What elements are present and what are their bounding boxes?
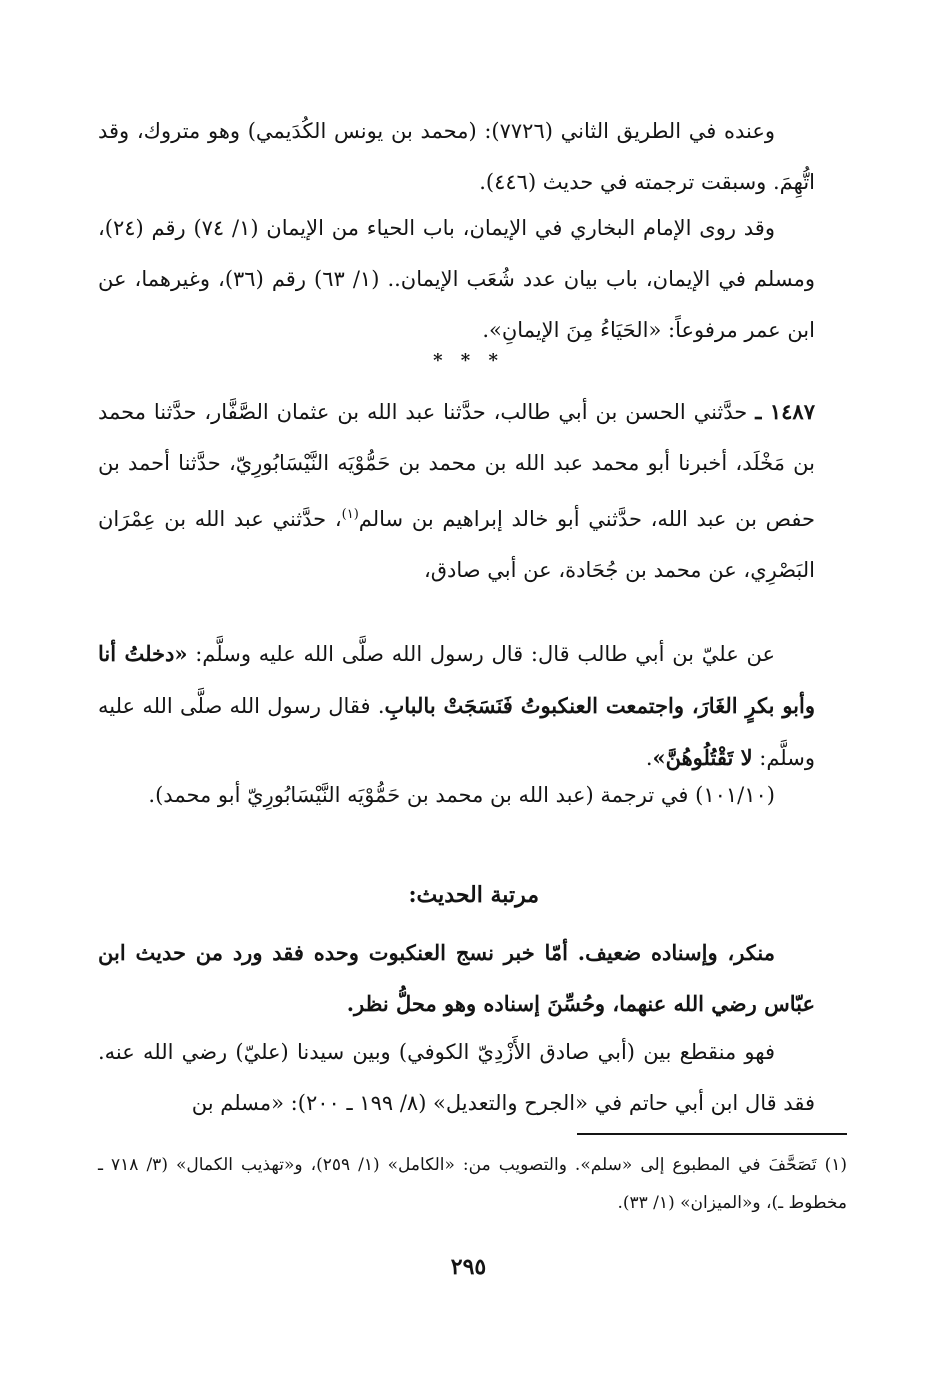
- paragraph-text: وقد روى الإمام البخاري في الإيمان، باب الحياء من الإيمان (١/ ٧٤) رقم (٢٤)، ومسلم في الإيمان، باب بيان عدد شُعَب الإيمان.. (١/ ٦٣) رقم (٣٦)، وغيرهما، عن ابن عمر مرفوعاً: «الحَيَاءُ مِنَ الإيمانِ».: [98, 216, 815, 342]
- footnote-reference[interactable]: (١): [341, 507, 359, 522]
- section-separator: * * *: [433, 350, 504, 371]
- footnote: [98, 1146, 847, 1222]
- isnad-text: حدَّثني الحسن بن أبي طالب، حدَّثنا عبد الله بن عثمان الصَّفَّار، حدَّثنا محمد بن مَخْلَد، أخبرنا أبو محمد عبد الله بن محمد بن حَمُّوْيَه النَّيْسَابُورِيّ، حدَّثنا أحمد بن حفص بن عبد الله، حدَّثني أبو خالد إبراهيم بن سالم: [98, 400, 815, 531]
- paragraph-commentary-2: [98, 203, 815, 356]
- paragraph-text: وعنده في الطريق الثاني (٧٧٢٦): (محمد بن يونس الكُدَيمي) وهو متروك، وقد اتُّهِمَ. وسبقت ترجمته في حديث (٤٤٦).: [98, 119, 815, 194]
- matn-quote-2: لا تَقْتُلُوهُنَّ»: [652, 745, 753, 770]
- section-heading: مرتبة الحديث:: [408, 882, 539, 908]
- hadith-matn: [98, 628, 815, 784]
- analysis-paragraph: [98, 1027, 815, 1129]
- matn-paragraph: [98, 628, 815, 784]
- matn-end: .: [645, 746, 653, 770]
- analysis-text: فهو منقطع بين (أبي صادق الأَزْدِيّ الكوفي) وبين سيدنا (عليّ) رضي الله عنه. فقد قال ابن أبي حاتم في «الجرح والتعديل» (٨/ ١٩٩ ـ ٢٠٠): «مسلم بن: [98, 1040, 815, 1115]
- isnad-paragraph: [98, 386, 815, 596]
- footnote-divider: [577, 1133, 847, 1135]
- isnad-text-rest: ، حدَّثني عبد الله بن عِمْرَان البَصْرِي، عن محمد بن جُحَادة، عن أبي صادق،: [98, 507, 815, 582]
- matn-mid: . فقال رسول الله صلَّى الله عليه وسلَّم:: [98, 694, 815, 770]
- grading-paragraph: [98, 927, 815, 1029]
- page-number: ٢٩٥: [450, 1254, 487, 1280]
- reference-text: (١٠١/١٠) في ترجمة (عبد الله بن محمد بن حَمُّوْيَه النَّيْسَابُورِيّ أبو محمد).: [148, 783, 775, 807]
- matn-quote: «دخلتُ أنا وأبو بكرٍ الغَارَ، واجتمعت العنكبوتُ فَنَسَجَتْ بالبابِ: [98, 641, 815, 718]
- paragraph-commentary-1: [98, 106, 815, 208]
- footnote-text: (١) تَصَحَّفَ في المطبوع إلى «سلم». والتصويب من: «الكامل» (١/ ٢٥٩)، و«تهذيب الكمال» (٣/ ٧١٨ ـ مخطوط ـ)، و«الميزان» (١/ ٣٣).: [98, 1155, 847, 1213]
- matn-intro: عن عليّ بن أبي طالب قال: قال رسول الله صلَّى الله عليه وسلَّم:: [187, 642, 775, 666]
- grading-text: منكر، وإسناده ضعيف. أمّا خبر نسج العنكبوت وحده فقد ورد من حديث ابن عبّاس رضي الله عنهما، وحُسِّنَ إسناده وهو محلُّ نظر.: [98, 940, 815, 1016]
- hadith-number: ١٤٨٧ ـ: [755, 399, 815, 424]
- hadith-isnad: [98, 386, 815, 596]
- source-reference: [98, 770, 815, 821]
